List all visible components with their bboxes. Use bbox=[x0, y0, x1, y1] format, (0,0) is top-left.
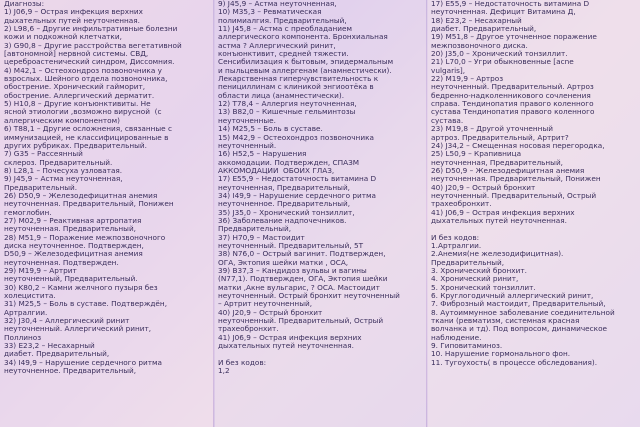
diagnosis-line: Диагнозы: bbox=[4, 0, 45, 8]
diagnosis-line: 9) J45,9 – Астма неуточненная, bbox=[4, 174, 123, 184]
diagnosis-line: И без кодов: bbox=[218, 357, 267, 367]
diagnosis-line: 40) J20,9 – Острый бронхит bbox=[218, 307, 323, 317]
diagnosis-line: 11. Тугоухость( в процессе обследования). bbox=[431, 357, 598, 367]
diagnosis-line: – Артрит неуточненный, bbox=[218, 299, 313, 309]
diagnosis-column-middle bbox=[214, 0, 427, 427]
diagnosis-line: наблюдение. bbox=[431, 332, 482, 342]
diagnosis-line: 20) J35,0 – Хронический тонзиллит. bbox=[431, 49, 568, 59]
diagnosis-line: взрослых. Шейного отдела позвоночника, bbox=[4, 74, 168, 84]
diagnosis-line: Предварительный, bbox=[218, 224, 292, 234]
diagnosis-line: обострение. Хронический гайморит, bbox=[4, 82, 146, 92]
diagnosis-line: Предварительный, bbox=[431, 257, 505, 267]
diagnosis-line: 6. Круглогодичный аллергический ринит, bbox=[431, 291, 594, 301]
diagnosis-line: 32) J30,4 – Аллергический ринит bbox=[4, 316, 130, 326]
diagnosis-line: дыхательных путей неуточненная. bbox=[218, 341, 354, 351]
diagnosis-line: 35) J35,0 – Хронический тонзиллит, bbox=[218, 207, 355, 217]
diagnosis-line: справа. Тендинопатия правого коленного bbox=[431, 99, 594, 109]
diagnosis-line: 5) H10,8 – Другие конъюнктивиты. Не bbox=[4, 99, 151, 109]
diagnosis-line: 26) D50,9 – Железодефицитная анемия bbox=[4, 190, 158, 200]
diagnosis-line: астма ? Аллергический ринит, bbox=[218, 40, 336, 50]
diagnosis-line: АККОМОДАЦИИ ОБОИХ ГЛАЗ, bbox=[218, 165, 335, 175]
diagnosis-line: 2) L98,6 – Другие инфильтративные болезни bbox=[4, 24, 178, 34]
diagnosis-line: 14) M25,5 – Боль в суставе. bbox=[218, 124, 323, 134]
diagnosis-line: 15) M42,9 – Остеохондроз позвоночника bbox=[218, 132, 374, 142]
diagnosis-line: дыхательных путей неуточненная. bbox=[4, 15, 140, 25]
diagnosis-line: 8) L28,1 – Почесуха узловатая. bbox=[4, 165, 123, 175]
diagnosis-line: неуточненный. Предварительный, Острый bbox=[431, 190, 597, 200]
diagnosis-line: дыхательных путей неуточненная. bbox=[431, 215, 567, 225]
diagnosis-line: неуточненная. Предварительный, Понижен bbox=[431, 174, 601, 184]
diagnosis-column-right bbox=[427, 0, 640, 427]
diagnosis-line: 27) M02,9 – Реактивная артропатия bbox=[4, 215, 142, 225]
diagnosis-line: неуточненный. Предварительный, Острый bbox=[218, 316, 384, 326]
diagnosis-line: 33) E23,2 – Несахарный bbox=[4, 341, 95, 351]
diagnosis-line: гемоглобин. bbox=[4, 207, 52, 217]
diagnosis-line: 26) D50,9 – Железодефицитная анемия bbox=[431, 165, 585, 175]
diagnosis-line: 17) E55,9 – Недостаточность витамина D bbox=[431, 0, 590, 8]
diagnosis-line: кожи и подкожной клетчатки, bbox=[4, 32, 122, 42]
diagnosis-line: цереброастенический синдром, Диссомния. bbox=[4, 57, 175, 67]
diagnosis-line: 5. Хронический тонзиллит. bbox=[431, 282, 536, 292]
diagnosis-line: 24) J34,2 – Смещенная носовая перегородка, bbox=[431, 140, 605, 150]
diagnosis-line: аллергическим компонентом) bbox=[4, 115, 120, 125]
diagnosis-line: [автономной] нервной системы. СВД, bbox=[4, 49, 149, 59]
diagnosis-line: 7) G35 – Рассеянный bbox=[4, 149, 83, 159]
diagnosis-line: диска неуточненное. Подтвержден, bbox=[4, 240, 144, 250]
diagnosis-line: трахеобронхит. bbox=[431, 199, 492, 209]
diagnosis-line: 28) M51,9 – Поражение межпозвоночного bbox=[4, 232, 166, 242]
diagnosis-line: трахеобронхит. bbox=[218, 324, 279, 334]
diagnosis-line: D50,9 – Железодефицитная анемия bbox=[4, 249, 143, 259]
diagnosis-line: И без кодов: bbox=[431, 232, 480, 242]
diagnosis-line: 29) M19,9 – Артрит bbox=[4, 266, 77, 275]
diagnosis-line: неуточненный. Острый бронхит неуточненный bbox=[218, 291, 400, 301]
diagnosis-line: 34) I49,9 – Нарушение сердечного ритма bbox=[4, 357, 162, 367]
diagnosis-line: ясной этиологии ,возможно вирусной (с bbox=[4, 107, 162, 117]
diagnosis-line: Поллиноз bbox=[4, 332, 42, 342]
diagnosis-line: неуточненная. Предварительный, Понижен bbox=[4, 199, 174, 209]
diagnosis-line: 3) G90,8 – Другие расстройства вегетативной bbox=[4, 40, 182, 50]
diagnosis-line: неуточненные. bbox=[218, 115, 276, 125]
diagnosis-line: диабет. Предварительный, bbox=[431, 24, 537, 34]
diagnosis-line: 9) J45,9 – Астма неуточненная, bbox=[218, 0, 337, 8]
diagnosis-line: матки ,Акне вульгарис, ? ОСА. Мастоидит bbox=[218, 282, 380, 292]
diagnosis-line: 36) Заболевание надпочечников. bbox=[218, 215, 347, 225]
diagnosis-line: холецистита. bbox=[4, 291, 56, 301]
diagnosis-line: 23) M19,8 – Другой уточненный bbox=[431, 124, 553, 134]
diagnosis-line: 34) I49,9 – Нарушение сердечного ритма bbox=[218, 190, 376, 200]
diagnosis-line: 12) T78,4 – Аллергия неуточненная, bbox=[218, 99, 357, 109]
diagnosis-line: неуточненная. Дефицит Витамина Д, bbox=[431, 7, 576, 17]
diagnosis-line: аллергического компонента. Бронхиальная bbox=[218, 32, 388, 42]
diagnosis-line: 21) L70,0 – Угри обыкновенные [acne bbox=[431, 57, 574, 67]
diagnosis-line: 16) H52,5 – Нарушения bbox=[218, 149, 307, 159]
diagnosis-line: 10. Нарушение гормонального фон. bbox=[431, 349, 571, 359]
diagnosis-line: ткани (ревматизм, системная красная bbox=[431, 316, 580, 326]
diagnosis-line: 13) B82,0 – Кишечные гельминтозы bbox=[218, 107, 356, 117]
diagnosis-line: 4) M42,1 – Остеохондроз позвоночника у bbox=[4, 65, 162, 75]
diagnosis-line: неуточненная, Предварительный, bbox=[218, 182, 351, 192]
diagnosis-line: Артралгии. bbox=[4, 307, 48, 317]
diagnosis-line: 41) J06,9 – Острая инфекция верхних bbox=[218, 332, 362, 342]
diagnosis-line: 1) J06,9 – Острая инфекция верхних bbox=[4, 7, 143, 17]
diagnosis-line: области лица (анамнестически). bbox=[218, 90, 345, 100]
diagnosis-column-left bbox=[0, 0, 214, 427]
diagnosis-line: сустава Тендинопатия правого коленного bbox=[431, 107, 595, 117]
diagnosis-line: и пыльцевым аллергенам (анамнестически). bbox=[218, 65, 392, 75]
diagnosis-line: 22) M19,9 – Артроз bbox=[431, 74, 504, 84]
diagnosis-line: 4. Хронический ринит, bbox=[431, 274, 519, 284]
diagnosis-line: пенициллинам с клиникой энгиоотёка в bbox=[218, 82, 374, 92]
diagnosis-line: 3. Хронический бронхит. bbox=[431, 266, 527, 275]
diagnosis-line: артроз. Предварительный, Артрит? bbox=[431, 132, 569, 142]
diagnosis-line: конъюнктивит, средней тяжести. bbox=[218, 49, 349, 59]
diagnosis-line: 9. Гиповитаминоз. bbox=[431, 341, 503, 351]
diagnosis-line: неуточненный. Аллергический ринит, bbox=[4, 324, 152, 334]
diagnosis-line: 1.Артралгии. bbox=[431, 240, 482, 250]
diagnosis-line: полимиалгия. Предварительный, bbox=[218, 15, 347, 25]
diagnosis-line: 11) J45,8 – Астма с преобладанием bbox=[218, 24, 353, 34]
diagnosis-line: 6) T88,1 – Другие осложнения, связанные с bbox=[4, 124, 172, 134]
diagnosis-line: неуточненное. Предварительный, bbox=[218, 199, 351, 209]
diagnosis-line: неуточненная, Предварительный, bbox=[431, 157, 564, 167]
diagnosis-line: 17) E55,9 – Недостаточность витамина D bbox=[218, 174, 377, 184]
diagnosis-line: диабет. Предварительный, bbox=[4, 349, 110, 359]
diagnosis-line: 8. Аутоиммунное заболевание соединительной bbox=[431, 307, 615, 317]
diagnosis-line: обострение. Аллергический дерматит. bbox=[4, 90, 155, 100]
diagnosis-line: склероз. Предварительный. bbox=[4, 157, 113, 167]
diagnosis-line: 31) M25,5 – Боль в суставе. Подтверждён, bbox=[4, 299, 168, 309]
diagnosis-line: неуточненная. Подтвержден. bbox=[4, 257, 119, 267]
diagnosis-line: ОГА, Эктопия шейки матки , ОСА, bbox=[218, 257, 349, 267]
diagnosis-line: 2.Анемия(не железодифицитная). bbox=[431, 249, 564, 259]
diagnosis-line: межпозвоночного диска. bbox=[431, 40, 528, 50]
diagnosis-line: 41) J06,9 – Острая инфекция верхних bbox=[431, 207, 575, 217]
diagnosis-line: Предварительный. bbox=[4, 182, 78, 192]
diagnosis-line: vulgaris], bbox=[431, 65, 466, 75]
diagnosis-line: неуточненная. Предварительный, bbox=[4, 224, 137, 234]
diagnosis-line: бедренно-надколенникового сочленения bbox=[431, 90, 591, 100]
diagnosis-line: 1,2 bbox=[218, 366, 230, 376]
diagnosis-line: неуточненный. Предварительный. Артроз bbox=[431, 82, 594, 92]
diagnosis-line: сустава. bbox=[431, 115, 464, 125]
diagnosis-line: волчанка и тд). Под вопросом, динамическое bbox=[431, 324, 608, 334]
diagnosis-line: 37) H70,9 – Мастоидит bbox=[218, 232, 305, 242]
diagnosis-line: иммунизацией, не классифицированные в bbox=[4, 132, 169, 142]
diagnosis-line: других рубриках. Предварительный. bbox=[4, 140, 147, 150]
diagnosis-line: 40) J20,9 – Острый бронхит bbox=[431, 182, 536, 192]
diagnosis-line: Лекарственная гиперчувствительность к bbox=[218, 74, 379, 84]
diagnosis-line: 7. Фиброзный мастоидит, Предварительный, bbox=[431, 299, 606, 309]
diagnosis-line: 18) E23,2 – Несахарный bbox=[431, 15, 522, 25]
diagnosis-line: неуточненный. Предварительный, 5Т bbox=[218, 240, 364, 250]
diagnosis-line: 38) N76,0 – Острый вагинит. Подтвержден, bbox=[218, 249, 386, 259]
diagnosis-line: аккомодации. Подтвержден, СПАЗМ bbox=[218, 157, 360, 167]
diagnosis-line: неуточненный, Предварительный. bbox=[4, 274, 138, 284]
diagnosis-line: 19) M51,8 – Другое уточненное поражение bbox=[431, 32, 597, 42]
diagnosis-line: неуточненный. bbox=[218, 140, 277, 150]
diagnosis-line: неуточненное. Предварительный, bbox=[4, 366, 137, 376]
diagnosis-line: 25) L50,9 – Крапивница bbox=[431, 149, 522, 159]
diagnosis-line: 30) K80,2 – Камни желчного пузыря без bbox=[4, 282, 158, 292]
diagnosis-line: 39) B37,3 – Кандидоз вульвы и вагины bbox=[218, 266, 367, 275]
diagnosis-line: 10) M35,3 – Ревматическая bbox=[218, 7, 322, 17]
diagnosis-line: Сенсибилизация к бытовым, эпидермальным bbox=[218, 57, 394, 67]
diagnosis-line: (N77,1). Подтвержден, ОГА, Эктопия шейки bbox=[218, 274, 388, 284]
